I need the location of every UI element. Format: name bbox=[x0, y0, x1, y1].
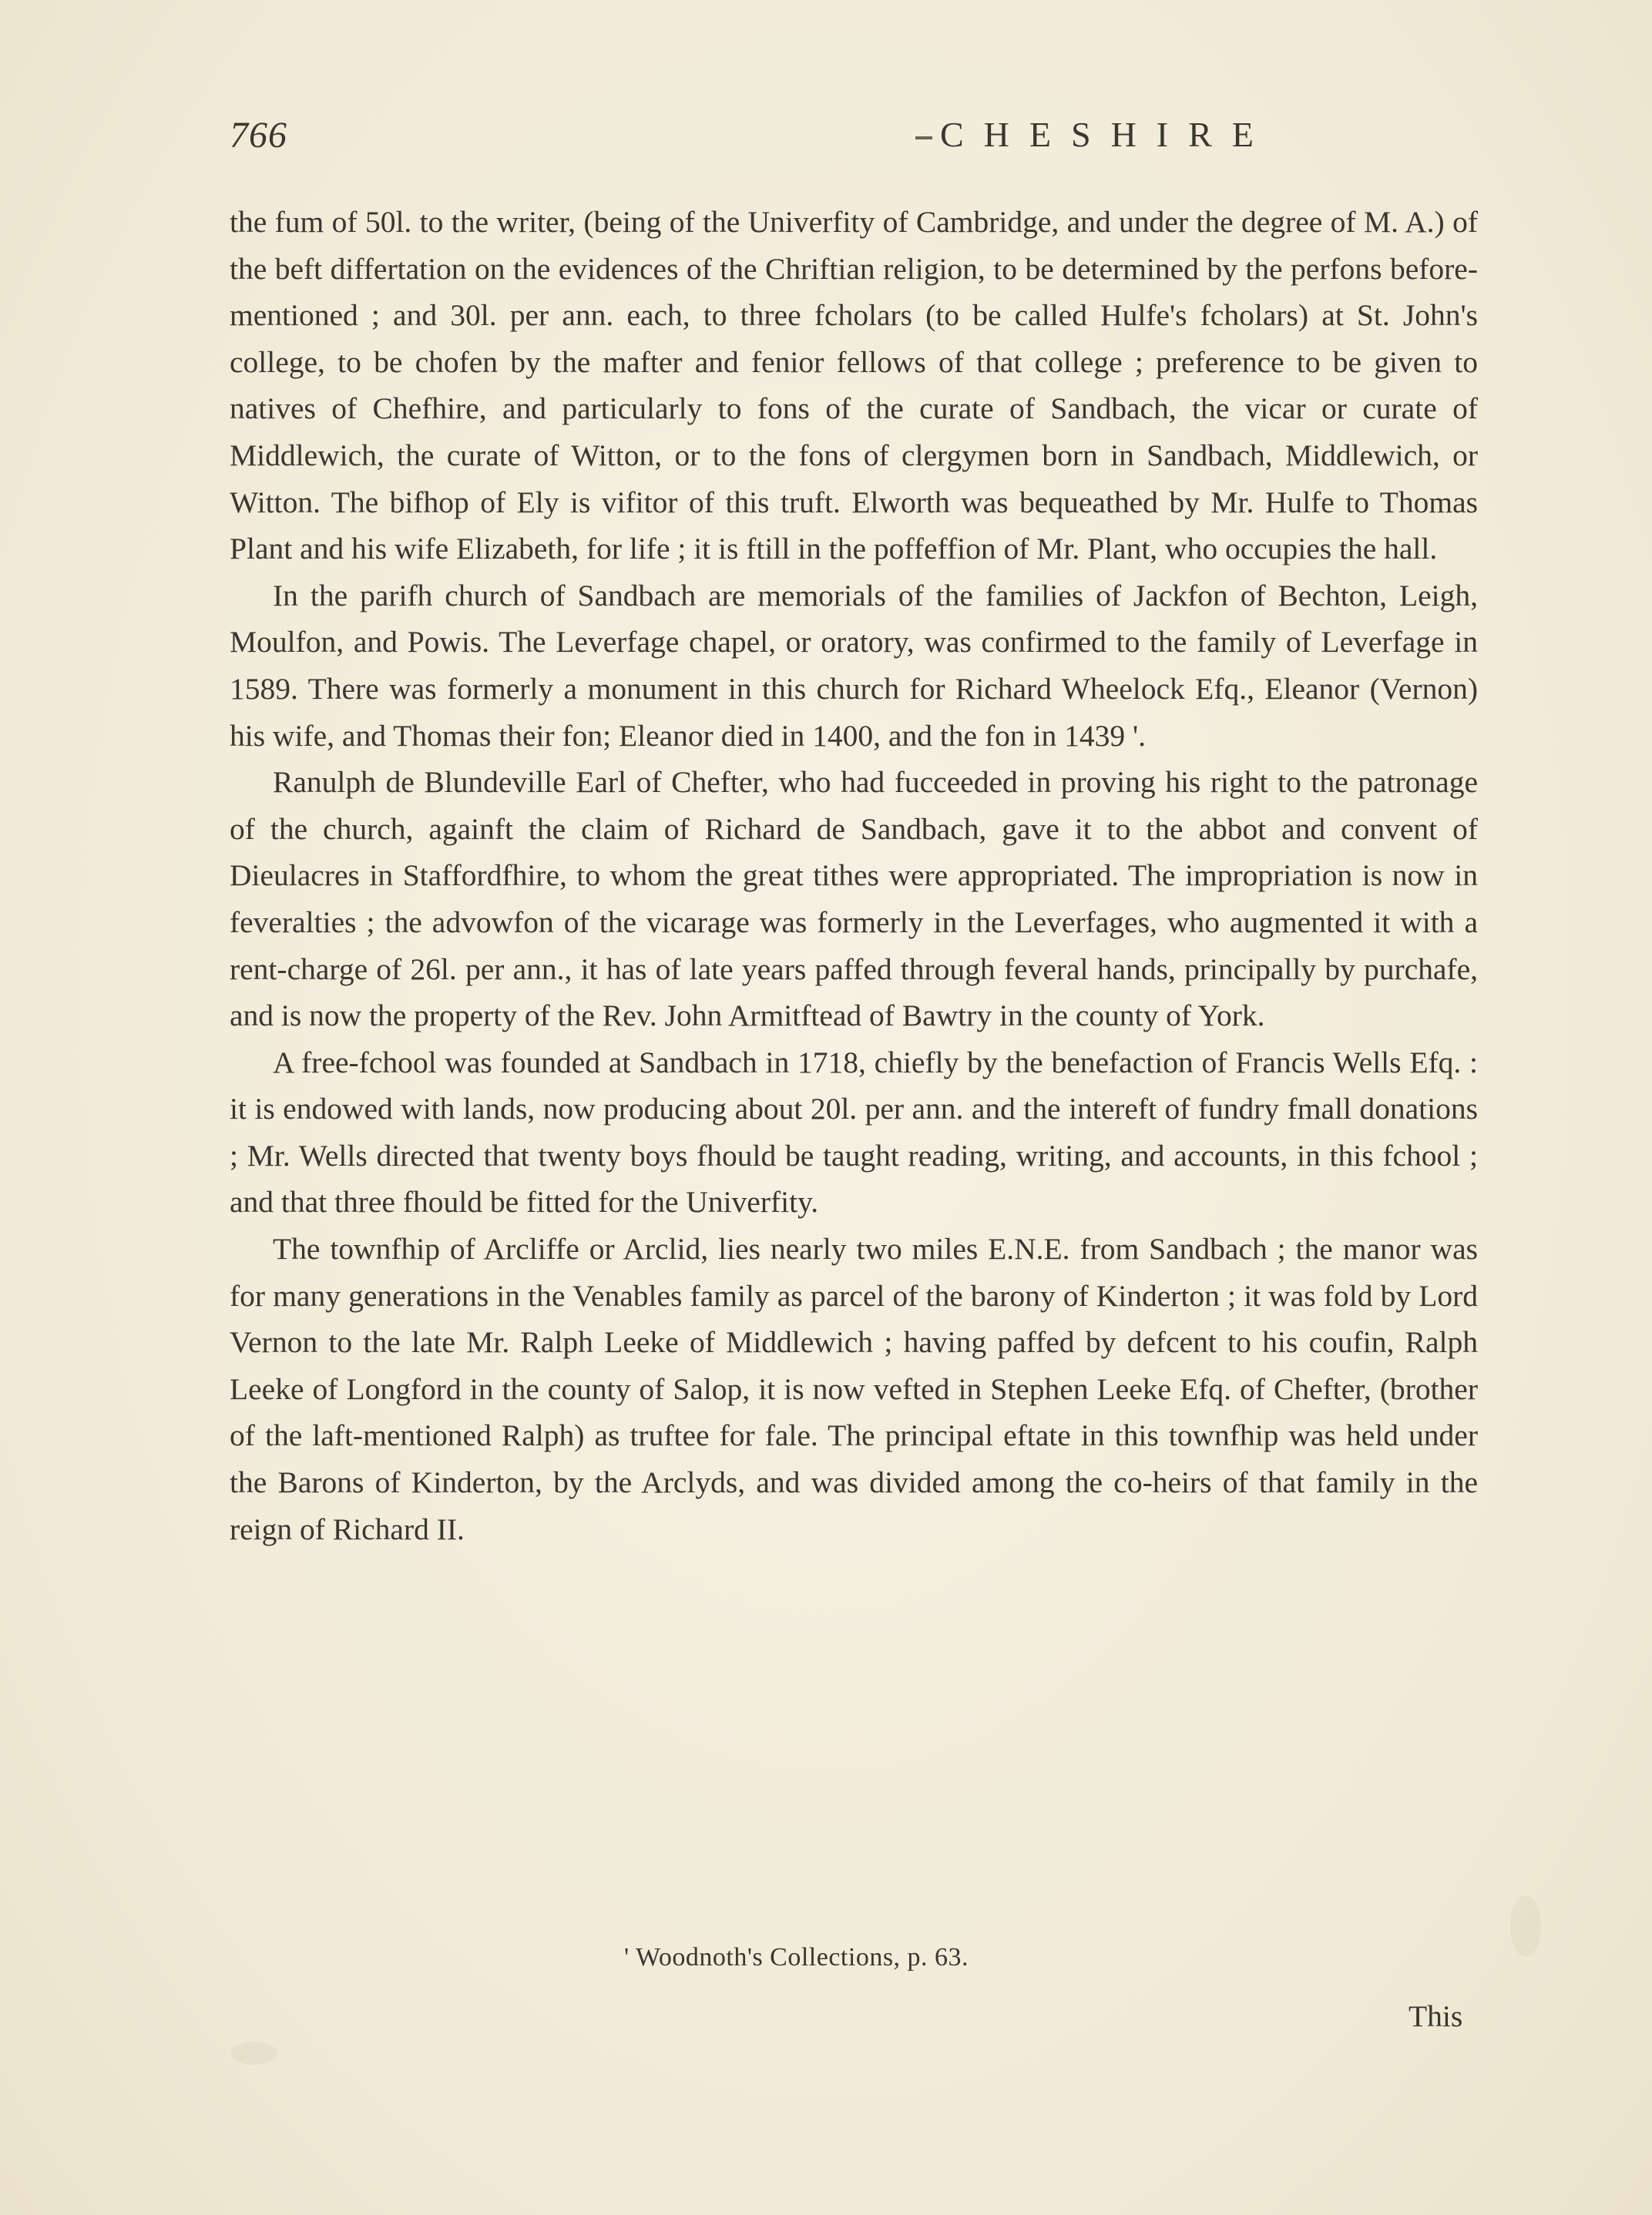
paper-stain bbox=[1510, 1895, 1541, 1957]
running-title bbox=[915, 114, 1274, 155]
paragraph-arclid: The townfhip of Arcliffe or Arclid, lies nearly two miles E.N.E. from Sandbach ; the manor was for many generations in the Venables family as parcel of the barony of Kinderton ; it was fold by Lord Vernon to the late Mr. Ralph Leeke of Middlewich ; having paffed by defcent to his coufin, Ralph Leeke of Longford in the county of Salop, it is now vefted in Stephen Leeke Efq. of Chefter, (brother of the laft-mentioned Ralph) as truftee for fale. The principal eftate in this townfhip was held under the Barons of Kinderton, by the Arclyds, and was divided among the co-heirs of that family in the reign of Richard II. bbox=[230, 1232, 1478, 1546]
paragraph-free-school: A free-fchool was founded at Sandbach in 1718, chiefly by the benefaction of Francis Wells Efq. : it is endowed with lands, now producing about 20l. per ann. and the intereft of fundry fmall donations ; Mr. Wells directed that twenty boys fhould be taught reading, writing, and accounts, in this fchool ; and that three fhould be fitted for the Univerfity. bbox=[230, 1045, 1478, 1220]
paper-stain bbox=[231, 2042, 277, 2065]
catchword: This bbox=[1409, 1999, 1463, 2033]
page-header bbox=[230, 114, 1478, 168]
paragraph-continued: the fum of 50l. to the writer, (being of the Univerfity of Cambridge, and under the degree of M. A.) of the beft differtation on the evidences of the Chriftian religion, to be determined by the perfons before-mentioned ; and 30l. per ann. each, to three fcholars (to be called Hulfe's fcholars) at St. John's college, to be chofen by the mafter and fenior fellows of that college ; preference to be given to natives of Chefhire, and particularly to fons of the curate of Sandbach, the vicar or curate of Middlewich, the curate of Witton, or to the fons of clergymen born in Sandbach, Middlewich, or Witton. The bifhop of Ely is vifitor of this truft. Elworth was bequeathed by Mr. Hulfe to Thomas Plant and his wife Elizabeth, for life ; it is ftill in the poffeffion of Mr. Plant, who occupies the hall. bbox=[230, 205, 1478, 566]
page-number: 766 bbox=[230, 115, 287, 156]
ornament-dash-icon bbox=[915, 136, 932, 139]
paragraph-church-memorials: In the parifh church of Sandbach are memorials of the families of Jackfon of Bechton, Leigh, Moulfon, and Powis. The Leverfage chapel, or oratory, was confirmed to the family of Leverfage in 1589. There was formerly a monument in this church for Richard Wheelock Efq., Eleanor (Vernon) his wife, and Thomas their fon; Eleanor died in 1400, and the fon in 1439 '. bbox=[230, 578, 1478, 753]
paragraph-patronage: Ranulph de Blundeville Earl of Chefter, who had fucceeded in proving his right to the patronage of the church, againft the claim of Richard de Sandbach, gave it to the abbot and convent of Dieulacres in Staffordfhire, to whom the great tithes were appropriated. The impropriation is now in feveralties ; the advowfon of the vicarage was formerly in the Leverfages, who augmented it with a rent-charge of 26l. per ann., it has of late years paffed through feveral hands, principally by purchafe, and is now the property of the Rev. John Armitftead of Bawtry in the county of York. bbox=[230, 765, 1478, 1033]
footnote: ' Woodnoth's Collections, p. 63. bbox=[624, 1943, 969, 1972]
running-title-text: CHESHIRE bbox=[940, 115, 1274, 154]
main-text bbox=[230, 199, 1478, 1552]
